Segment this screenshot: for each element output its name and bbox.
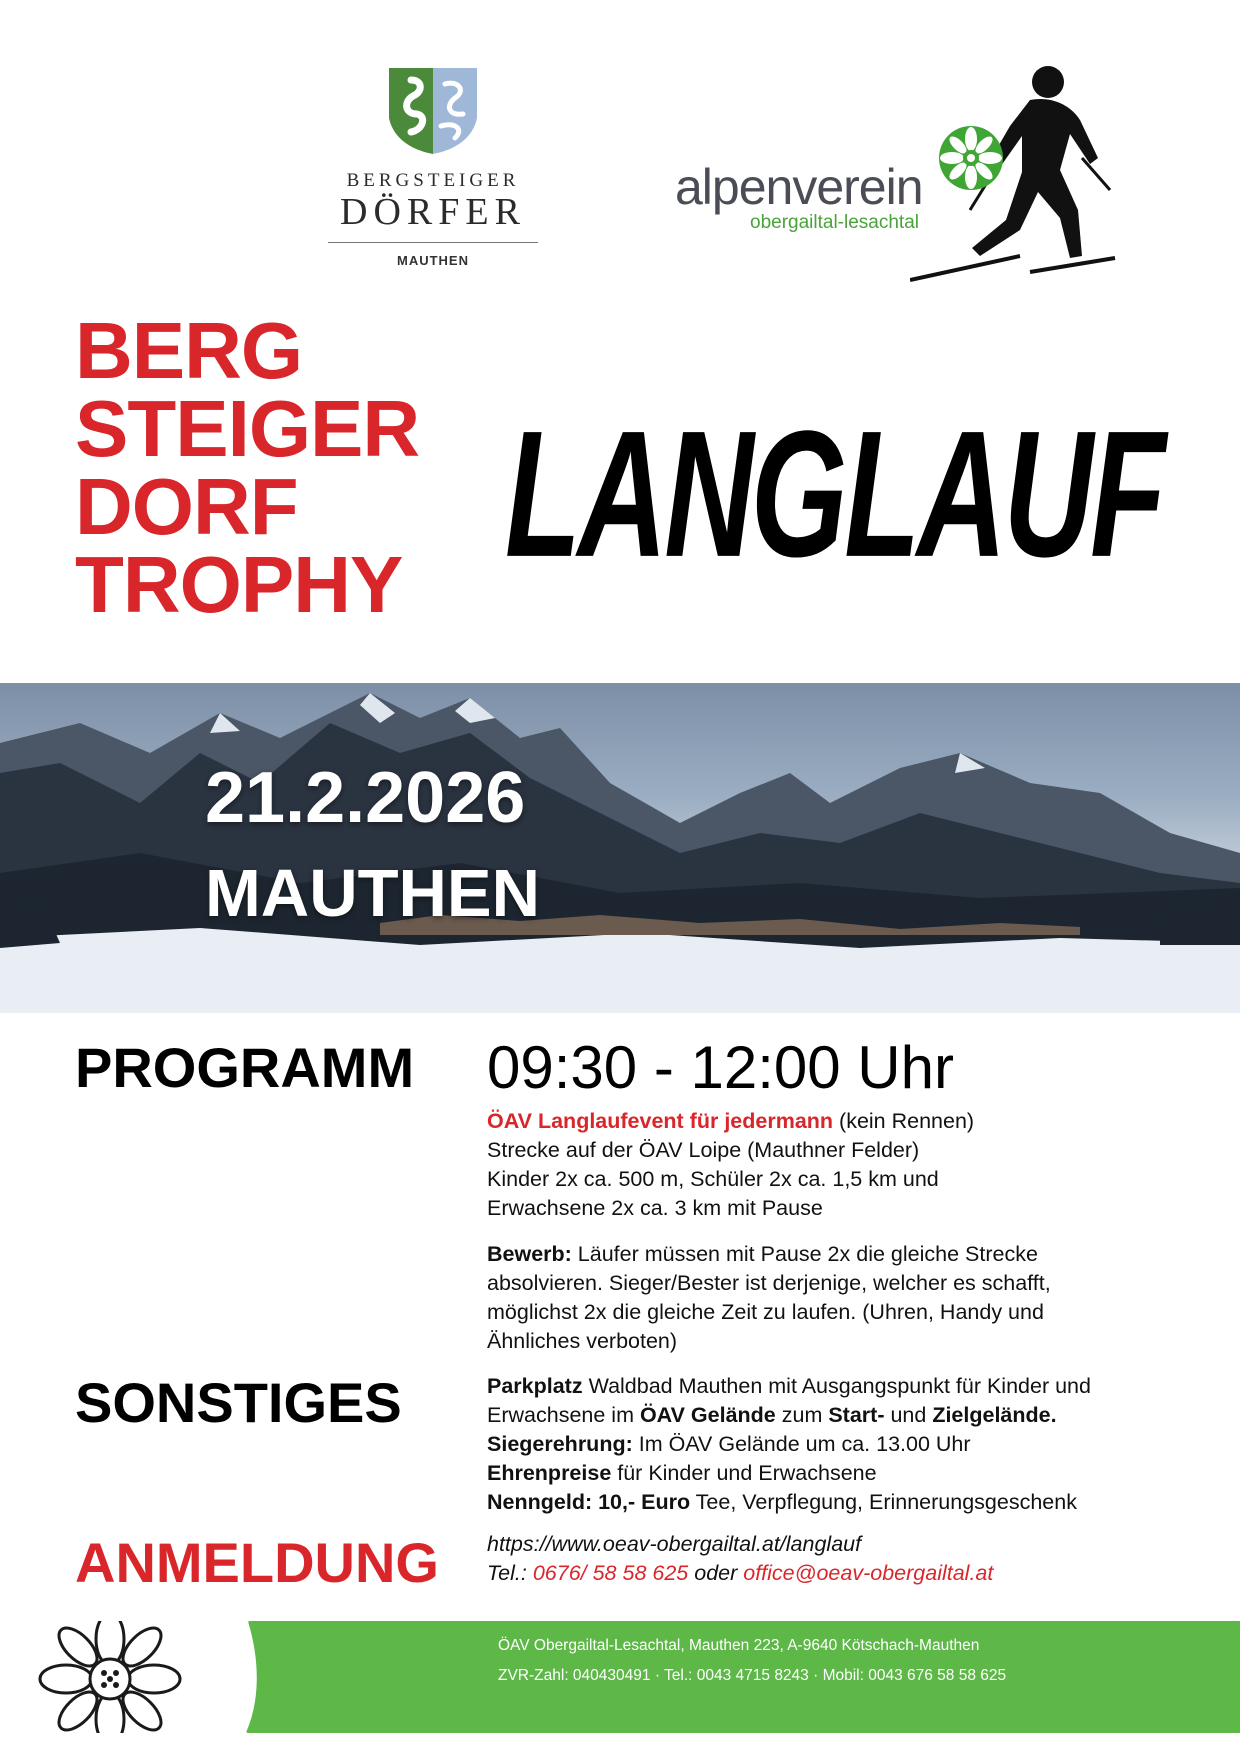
contact-line: [487, 1559, 1207, 1588]
trophy-title-line: STEIGER: [75, 384, 420, 473]
email-link[interactable]: office@oeav-obergailtal.at: [743, 1561, 994, 1585]
ehrenpreise-label: Ehrenpreise: [487, 1461, 612, 1485]
bewerb-label: Bewerb:: [487, 1242, 572, 1266]
gelaende-text: zum: [775, 1403, 829, 1427]
event-note: (kein Rennen): [833, 1109, 975, 1133]
parkplatz-label: Parkplatz: [487, 1374, 583, 1398]
bergsteigerdoerfer-shield-icon: [383, 62, 483, 162]
event-date: 21.2.2026: [205, 758, 526, 838]
edelweiss-icon: [0, 1621, 280, 1733]
parkplatz-line: [487, 1372, 1207, 1401]
alpenverein-section: obergailtal-lesachtal: [750, 212, 919, 233]
event-title-line: [487, 1107, 1207, 1136]
programm-time: 09:30 - 12:00 Uhr: [487, 1034, 954, 1101]
programm-heading: PROGRAMM: [75, 1036, 415, 1099]
sonstiges-details: [487, 1372, 1207, 1517]
anmeldung-details: [487, 1530, 1207, 1588]
footer-address: ÖAV Obergailtal-Lesachtal, Mauthen 223, A-9640 Kötschach-Mauthen: [498, 1637, 980, 1654]
bewerb-line: Ähnliches verboten): [487, 1329, 678, 1353]
gelaende-bold: ÖAV Gelände: [639, 1403, 776, 1427]
gelaende-text: Erwachsene im: [487, 1403, 640, 1427]
sonstiges-heading: SONSTIGES: [75, 1371, 402, 1434]
gelaende-text: und: [884, 1403, 933, 1427]
footer-bar: [0, 1621, 1240, 1733]
alpenverein-wordmark: alpenverein: [675, 159, 923, 215]
trophy-title-line: BERG: [75, 306, 303, 395]
event-title: ÖAV Langlaufevent für jedermann: [487, 1109, 834, 1133]
nenngeld-line: [487, 1488, 1207, 1517]
siegerehrung-line: [487, 1430, 1207, 1459]
bsd-logo-line2: DÖRFER: [340, 191, 526, 233]
alpenverein-logo: [670, 60, 1150, 290]
gelaende-line: [487, 1401, 1207, 1430]
siegerehrung-label: Siegerehrung:: [487, 1432, 633, 1456]
phone-number[interactable]: 0676/ 58 58 625: [532, 1561, 689, 1585]
trophy-title-line: DORF: [75, 462, 298, 551]
or-text: oder: [688, 1561, 744, 1585]
event-line: Strecke auf der ÖAV Loipe (Mauthner Felder): [487, 1138, 920, 1162]
anmeldung-heading: ANMELDUNG: [75, 1531, 439, 1594]
start-bold: Start-: [828, 1403, 885, 1427]
footer-contact: [498, 1631, 1006, 1691]
ziel-bold: Zielgelände.: [932, 1403, 1057, 1427]
panorama-banner: [0, 683, 1240, 1013]
langlauf-title: LANGLAUF: [505, 394, 1163, 595]
bewerb-line: absolvieren. Sieger/Bester ist derjenige, welcher es schafft,: [487, 1271, 1051, 1295]
siegerehrung-text: Im ÖAV Gelände um ca. 13.00 Uhr: [632, 1432, 971, 1456]
bsd-logo-divider: [328, 242, 538, 243]
event-line: Kinder 2x ca. 500 m, Schüler 2x ca. 1,5 km und: [487, 1167, 939, 1191]
trophy-title: [75, 306, 420, 629]
registration-link[interactable]: https://www.oeav-obergailtal.at/langlauf: [487, 1532, 862, 1556]
tel-label: Tel.:: [487, 1561, 533, 1585]
trophy-title-line: TROPHY: [75, 540, 403, 629]
nenngeld-label: Nenngeld: 10,- Euro: [487, 1490, 691, 1514]
event-location: MAUTHEN: [205, 856, 540, 931]
ehrenpreise-text: für Kinder und Erwachsene: [611, 1461, 877, 1485]
ehrenpreise-line: [487, 1459, 1207, 1488]
bergsteigerdoerfer-logo: [322, 62, 544, 302]
bewerb-text: Läufer müssen mit Pause 2x die gleiche Strecke: [571, 1242, 1038, 1266]
edelweiss-icon: [938, 125, 1004, 191]
nenngeld-text: Tee, Verpflegung, Erinnerungsgeschenk: [690, 1490, 1077, 1514]
mountain-panorama-image: [0, 683, 1240, 1013]
footer-numbers: ZVR-Zahl: 040430491 · Tel.: 0043 4715 8243 · Mobil: 0043 676 58 58 625: [498, 1667, 1007, 1684]
event-description: [487, 1107, 1207, 1223]
bsd-logo-line1: BERGSTEIGER: [346, 170, 520, 191]
event-line: Erwachsene 2x ca. 3 km mit Pause: [487, 1196, 823, 1220]
bewerb-first-line: [487, 1240, 1207, 1269]
bewerb-line: möglichst 2x die gleiche Zeit zu laufen. (Uhren, Handy und: [487, 1300, 1044, 1324]
bsd-logo-line3: MAUTHEN: [397, 253, 469, 268]
bewerb-description: [487, 1240, 1207, 1356]
parkplatz-text: Waldbad Mauthen mit Ausgangspunkt für Kinder und: [582, 1374, 1091, 1398]
